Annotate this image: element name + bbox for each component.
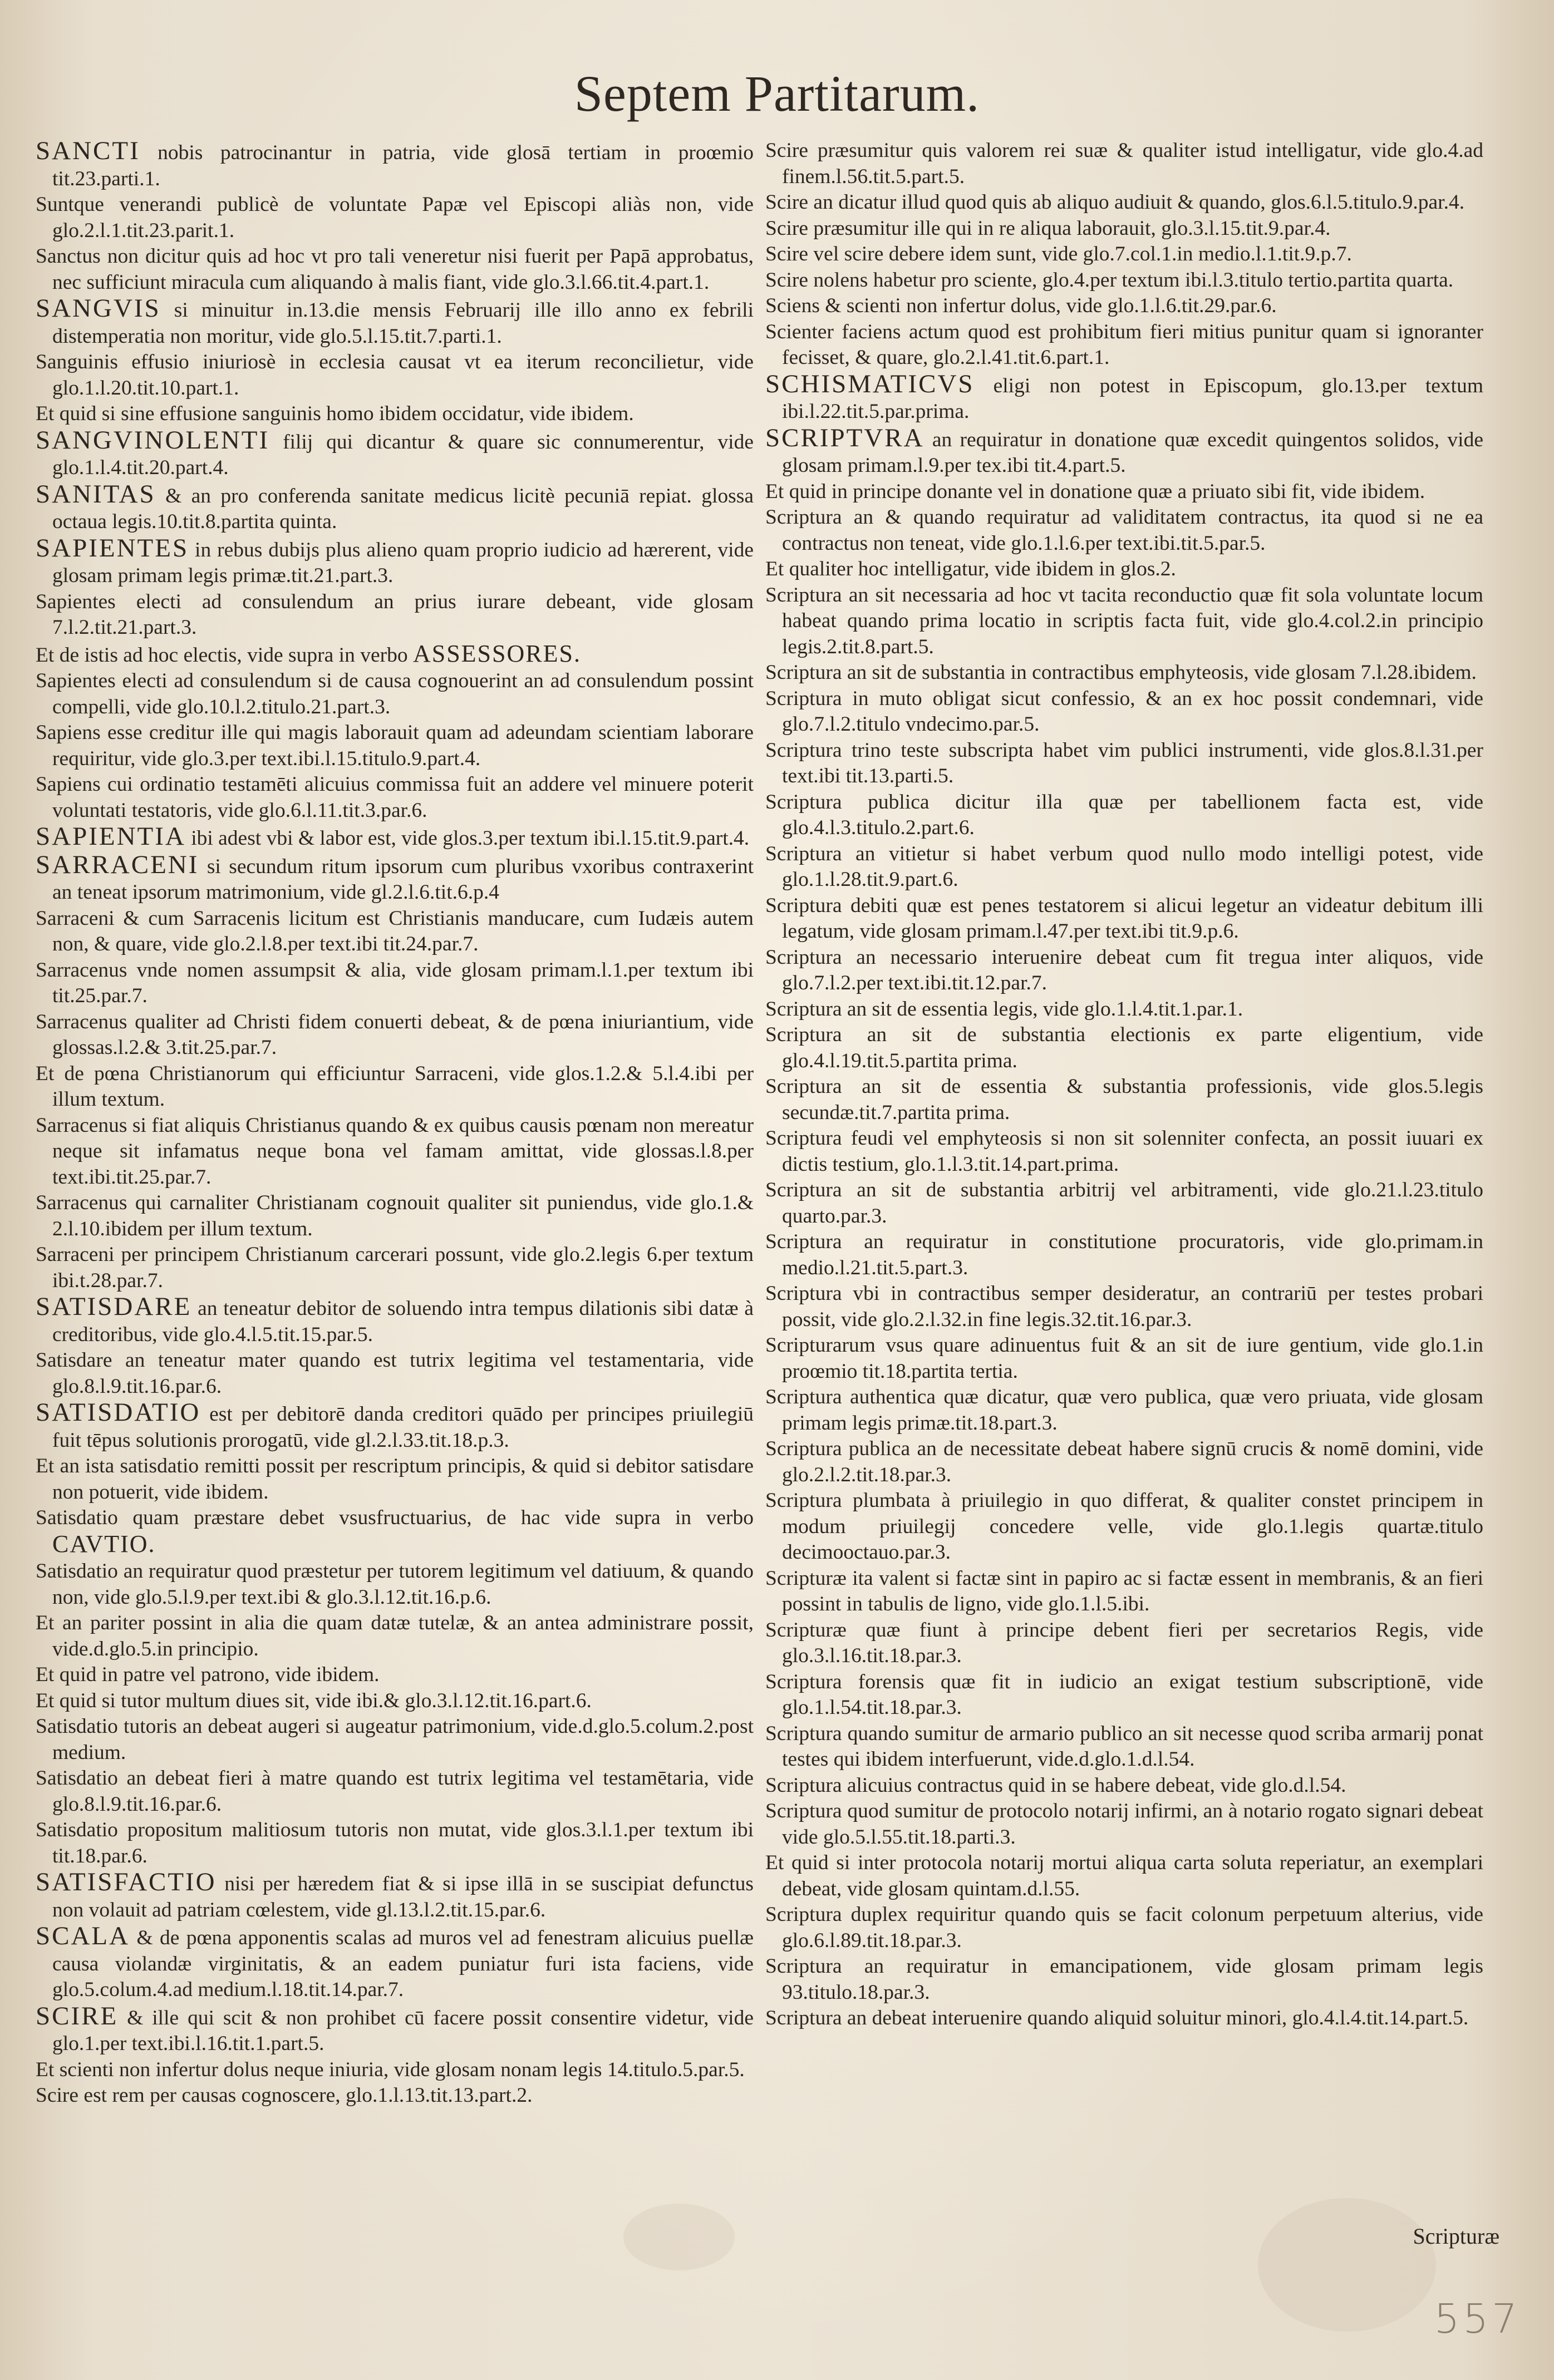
entry-text: Scriptura publica an de necessitate debeat habere signū crucis & nomē domini, vide glo.2.l.2.tit.18.par.3. — [765, 1437, 1483, 1486]
entry-lemma: SANGVIS — [36, 294, 161, 323]
entry-lemma: SAPIENTIA — [36, 822, 186, 851]
entry-text: Sapientes electi ad consulendum an prius iurare debeant, vide glosam 7.l.2.tit.21.part.3. — [36, 590, 754, 639]
entry-text: Sarraceni & cum Sarracenis licitum est Christianis manducare, cum Iudæis autem non, & quare, vide glo.2.l.8.per text.ibi tit.24.par.7. — [36, 906, 754, 955]
index-entry — [36, 192, 754, 244]
index-entry — [36, 1766, 754, 1817]
index-entry — [36, 1869, 754, 1923]
entry-text: Satisdatio an debeat fieri à matre quando est tutrix legitima vel testamētaria, vide glo.8.l.9.tit.16.par.6. — [36, 1767, 754, 1816]
entry-text: Sarraceni per principem Christianum carcerari possunt, vide glo.2.legis 6.per textum ibi.t.28.par.7. — [36, 1243, 754, 1292]
index-entry — [36, 958, 754, 1009]
entry-cross-reference: ASSESSORES. — [412, 639, 581, 667]
entry-text: Scriptura an sit de substantia electionis ex parte eligentium, vide glo.4.l.19.tit.5.partita prima. — [765, 1023, 1483, 1072]
index-entry — [765, 1333, 1483, 1384]
entry-text: est per debitorē danda creditori quādo per principes priuilegiū fuit tēpus solutionis prorogatū, vide gl.2.l.33.tit.18.p.3. — [52, 1403, 754, 1452]
index-entry — [765, 556, 1483, 583]
entry-text: an requiratur in donatione quæ excedit quingentos solidos, vide glosam primam.l.9.per tex.ibi tit.4.part.5. — [782, 428, 1483, 477]
entry-text: Sapiens esse creditur ille qui magis laborauit quam ad adeundam scientiam laborare requiritur, vide glo.3.per text.ibi.l.15.titulo.9.part.4. — [36, 721, 754, 770]
index-entry — [36, 1453, 754, 1505]
index-entry — [36, 1662, 754, 1688]
index-entry — [36, 2003, 754, 2057]
entry-text: Scripturæ quæ fiunt à principe debent fieri per secretarios Regis, vide glo.3.l.16.tit.18.par.3. — [765, 1618, 1483, 1667]
index-entry — [765, 841, 1483, 893]
entry-lemma: SATISDATIO — [36, 1398, 201, 1427]
index-entry — [36, 2057, 754, 2083]
entry-text: Scriptura an & quando requiratur ad validitatem contractus, ita quod si ne ea contractus non teneat, vide glo.1.l.6.per text.ibi.tit.5.par.5. — [765, 506, 1483, 555]
entry-text: Scriptura forensis quæ fit in iudicio an exigat testium subscriptionē, vide glo.1.l.54.tit.18.par.3. — [765, 1670, 1483, 1719]
entry-text: Et de pœna Christianorum qui efficiuntur Sarraceni, vide glos.1.2.& 5.l.4.ibi per illum textum. — [36, 1062, 754, 1111]
entry-text: Scriptura quando sumitur de armario publico an sit necesse quod scriba armarij ponat testes qui ibidem interfuerunt, vide.d.glo.1.d.l.54. — [765, 1722, 1483, 1771]
index-entry — [765, 190, 1483, 216]
entry-text: Scriptura feudi vel emphyteosis si non sit solenniter confecta, an possit iuuari ex dictis testium, glo.1.l.3.tit.14.part.prima. — [765, 1127, 1483, 1176]
index-entry — [765, 242, 1483, 268]
index-entry — [765, 268, 1483, 294]
entry-text: Scriptura debiti quæ est penes testatorem si alicui legetur an videatur debitum illi legatum, vide glosam primam.l.47.per text.ibi tit.9.p.6. — [765, 894, 1483, 943]
entry-text: Satisdatio propositum malitiosum tutoris non mutat, vide glos.3.l.1.per textum ibi tit.18.par.6. — [36, 1819, 754, 1867]
index-entry — [36, 772, 754, 824]
catchword: Scripturæ — [1413, 2224, 1499, 2249]
entry-text: in rebus dubijs plus alieno quam proprio iudicio ad hærerent, vide glosam primam legis primæ.tit.21.part.3. — [52, 538, 754, 587]
index-entry — [765, 1229, 1483, 1281]
index-entry — [765, 371, 1483, 425]
index-entry — [36, 138, 754, 192]
entry-text: Satisdare an teneatur mater quando est tutrix legitima vel testamentaria, vide glo.8.l.9.tit.16.par.6. — [36, 1349, 754, 1398]
index-entry — [36, 1113, 754, 1191]
entry-text: Et an pariter possint in alia die quam datæ tutelæ, & an antea administrare possit, vide.d.glo.5.in principio. — [36, 1612, 754, 1660]
entry-text: Scire præsumitur ille qui in re aliqua laborauit, glo.3.l.15.tit.9.par.4. — [765, 216, 1331, 240]
index-entry — [36, 1559, 754, 1610]
index-entry — [765, 216, 1483, 242]
index-entry — [36, 824, 754, 852]
index-entry — [36, 1714, 754, 1766]
entry-text: Scriptura an necessario interuenire debeat cum fit tregua inter aliquos, vide glo.7.l.2.per text.ibi.tit.12.par.7. — [765, 945, 1483, 994]
entry-text: Scire an dicatur illud quod quis ab aliquo audiuit & quando, glos.6.l.5.titulo.9.par.4. — [765, 191, 1465, 214]
paper-stain — [623, 2204, 735, 2270]
index-entry — [36, 244, 754, 295]
entry-text: Et de istis ad hoc electis, vide supra in verbo — [36, 643, 408, 667]
entry-text: Scripturæ ita valent si factæ sint in papiro ac si factæ essent in membranis, & an fieri possint in tabulis de ligno, vide glo.1.l.5.ibi. — [765, 1566, 1483, 1615]
entry-text: Scriptura in muto obligat sicut confessio, & an ex hoc possit condemnari, vide glo.7.l.2.titulo vndecimo.par.5. — [765, 687, 1483, 736]
index-entry — [36, 427, 754, 481]
index-entry — [765, 1436, 1483, 1488]
index-entry — [765, 1022, 1483, 1074]
index-entry — [36, 1610, 754, 1662]
entry-lemma: SAPIENTES — [36, 533, 189, 563]
index-entry — [765, 583, 1483, 661]
entry-text: Scriptura an requiratur in constitutione procuratoris, vide glo.primam.in medio.l.21.tit.5.part.3. — [765, 1230, 1483, 1279]
index-entry — [765, 1721, 1483, 1773]
page-title: Septem Partitarum. — [574, 65, 980, 122]
entry-text: & ille qui scit & non prohibet cū facere possit consentire videtur, vide glo.1.per text.ibi.l.16.tit.1.part.5. — [52, 2006, 754, 2055]
entry-text: Et an ista satisdatio remitti possit per rescriptum principis, & quid si debitor satisdare non potuerit, vide ibidem. — [36, 1455, 754, 1504]
index-entry — [765, 1566, 1483, 1618]
entry-text: eligi non potest in Episcopum, glo.13.per textum ibi.l.22.tit.5.par.prima. — [782, 374, 1483, 423]
entry-text: Scriptura an sit de essentia legis, vide glo.1.l.4.tit.1.par.1. — [765, 997, 1243, 1021]
index-entry — [36, 295, 754, 349]
entry-text: & an pro conferenda sanitate medicus licitè pecuniā repiat. glossa octaua legis.10.tit.8.partita quinta. — [52, 484, 754, 533]
entry-text: si minuitur in.13.die mensis Februarij ille illo anno ex febrili distemperatia non moritur, vide glo.5.l.15.tit.7.parti.1. — [52, 299, 754, 348]
index-entry — [36, 589, 754, 641]
index-entry — [765, 660, 1483, 686]
index-entry — [765, 1850, 1483, 1902]
entry-text: & de pœna apponentis scalas ad muros vel ad fenestram alicuius puellæ causa violandæ virginitatis, & an eadem puniatur furi ista faciens, vide glo.5.colum.4.ad medium.l.18.tit.14.par.7. — [52, 1926, 754, 2001]
index-entry — [765, 1902, 1483, 1954]
index-entry — [765, 479, 1483, 505]
index-entry — [765, 1488, 1483, 1566]
index-entry — [765, 945, 1483, 997]
index-entry — [765, 1384, 1483, 1436]
entry-text: Et quid si sine effusione sanguinis homo ibidem occidatur, vide ibidem. — [36, 402, 634, 425]
index-entry — [765, 1798, 1483, 1850]
index-entry — [36, 1348, 754, 1400]
entry-text: Scriptura an sit de essentia & substantia professionis, vide glos.5.legis secundæ.tit.7.partita prima. — [765, 1075, 1483, 1124]
index-column-left — [36, 138, 754, 2109]
index-entry — [765, 1773, 1483, 1799]
entry-text: Scienter faciens actum quod est prohibitum fieri mitius punitur quam si ignoranter fecisset, & quare, glo.2.l.41.tit.6.part.1. — [765, 320, 1483, 369]
index-entry — [765, 1954, 1483, 2005]
entry-lemma: SCRIPTVRA — [765, 423, 924, 452]
index-entry — [36, 2083, 754, 2109]
entry-text: Et quid in patre vel patrono, vide ibidem. — [36, 1663, 380, 1686]
entry-text: nisi per hæredem fiat & si ipse illā in se suscipiat defunctus non volauit ad patriam cœlestem, vide gl.13.l.2.tit.15.par.6. — [52, 1873, 754, 1921]
index-entry — [36, 641, 754, 669]
index-entry — [765, 997, 1483, 1023]
entry-text: Scriptura duplex requiritur quando quis se facit colonum perpetuum alterius, vide glo.6.l.89.tit.18.par.3. — [765, 1903, 1483, 1952]
index-entry — [36, 1505, 754, 1559]
folio-number: 557 — [1434, 2295, 1521, 2342]
entry-text: Scire nolens habetur pro sciente, glo.4.per textum ibi.l.3.titulo tertio.partita quarta. — [765, 268, 1454, 292]
entry-text: Scriptura an vitietur si habet verbum quod nullo modo intelligi potest, vide glo.1.l.28.tit.9.part.6. — [765, 842, 1483, 891]
entry-text: Satisdatio tutoris an debeat augeri si augeatur patrimonium, vide.d.glo.5.colum.2.post medium. — [36, 1715, 754, 1764]
index-entry — [765, 1669, 1483, 1721]
entry-text: Scriptura plumbata à priuilegio in quo differat, & qualiter constet principem in modum priuilegij concedere velle, vide glo.1.legis quartæ.titulo decimooctauo.par.3. — [765, 1489, 1483, 1564]
entry-text: Sarracenus qualiter ad Christi fidem conuerti debeat, & de pœna iniuriantium, vide glossas.l.2.& 3.tit.25.par.7. — [36, 1010, 754, 1059]
index-entry — [765, 738, 1483, 790]
index-entry — [36, 1688, 754, 1714]
index-entry — [36, 1242, 754, 1294]
index-entry — [765, 1177, 1483, 1229]
entry-text: Sanctus non dicitur quis ad hoc vt pro tali veneretur nisi fuerit per Papā approbatus, nec sufficiunt miracula cum aliquando à malis fiant, vide glo.3.l.66.tit.4.part.1. — [36, 245, 754, 294]
entry-text: Et quid si inter protocola notarij mortui aliqua carta soluta reperiatur, an exemplari debeat, vide glosam quintam.d.l.55. — [765, 1851, 1483, 1900]
entry-text: Scriptura alicuius contractus quid in se habere debeat, vide glo.d.l.54. — [765, 1773, 1346, 1797]
index-entry — [765, 425, 1483, 479]
entry-lemma: SCALA — [36, 1921, 130, 1950]
index-entry — [765, 1281, 1483, 1333]
index-entry — [36, 401, 754, 427]
index-entry — [36, 668, 754, 720]
entry-text: an teneatur debitor de soluendo intra tempus dilationis sibi datæ à creditoribus, vide glo.4.l.5.tit.15.par.5. — [52, 1297, 754, 1346]
index-entry — [36, 481, 754, 535]
entry-text: Sapientes electi ad consulendum si de causa cognouerint an ad consulendum possint compelli, vide glo.10.l.2.titulo.21.part.3. — [36, 669, 754, 718]
entry-text: Scriptura an debeat interuenire quando aliquid soluitur minori, glo.4.l.4.tit.14.part.5. — [765, 2007, 1469, 2029]
entry-text: Scriptura quod sumitur de protocolo notarij infirmi, an à notario rogato signari debeat vide glo.5.l.55.tit.18.parti.3. — [765, 1800, 1483, 1849]
entry-text: Scripturarum vsus quare adinuentus fuit & an sit de iure gentium, vide glo.1.in proœmio tit.18.partita tertia. — [765, 1334, 1483, 1383]
index-entry — [765, 138, 1483, 190]
entry-text: Sapiens cui ordinatio testamēti alicuius commissa fuit an addere vel minuere poterit voluntati testatoris, vide glo.6.l.11.tit.3.par.6. — [36, 773, 754, 822]
entry-text: Sarracenus qui carnaliter Christianam cognouit qualiter sit puniendus, vide glo.1.& 2.l.10.ibidem per illum textum. — [36, 1191, 754, 1240]
entry-text: ibi adest vbi & labor est, vide glos.3.per textum ibi.l.15.tit.9.part.4. — [185, 827, 750, 850]
entry-text: Sanguinis effusio iniuriosè in ecclesia causat vt ea iterum reconcilietur, vide glo.1.l.20.tit.10.part.1. — [36, 351, 754, 400]
entry-lemma: SANCTI — [36, 136, 140, 165]
entry-text: nobis patrocinantur in patria, vide glosā tertiam in proœmio tit.23.parti.1. — [52, 141, 754, 190]
entry-text: Suntque venerandi publicè de voluntate Papæ vel Episcopi aliàs non, vide glo.2.l.1.tit.23.parit.1. — [36, 193, 754, 242]
index-entry — [36, 349, 754, 401]
entry-lemma: SATISDARE — [36, 1292, 192, 1321]
entry-text: Scire præsumitur quis valorem rei suæ & qualiter istud intelligatur, vide glo.4.ad finem.l.56.tit.5.part.5. — [765, 139, 1483, 188]
entry-text: filij qui dicantur & quare sic connumerentur, vide glo.1.l.4.tit.20.part.4. — [52, 430, 754, 479]
entry-lemma: SCIRE — [36, 2001, 119, 2031]
entry-text: Satisdatio an requiratur quod præstetur per tutorem legitimum vel datiuum, & quando non, vide glo.5.l.9.per text.ibi & glo.3.l.12.tit.16.p.6. — [36, 1560, 754, 1609]
index-entry — [36, 1190, 754, 1242]
index-entry — [36, 535, 754, 589]
entry-text: si secundum ritum ipsorum cum pluribus vxoribus contraxerint an teneat ipsorum matrimonium, vide gl.2.l.6.tit.6.p.4 — [52, 855, 754, 904]
entry-lemma: SCHISMATICVS — [765, 369, 975, 398]
entry-lemma: SANITAS — [36, 479, 156, 509]
entry-text: Scriptura publica dicitur illa quæ per tabellionem facta est, vide glo.4.l.3.titulo.2.part.6. — [765, 790, 1483, 839]
index-entry — [36, 720, 754, 772]
entry-text: Scriptura an requiratur in emancipationem, vide glosam primam legis 93.titulo.18.par.3. — [765, 1955, 1483, 2004]
entry-cross-reference: CAVTIO. — [52, 1530, 156, 1558]
entry-text: Scriptura an sit necessaria ad hoc vt tacita reconductio quæ fit sola voluntate locum habeat quando prima locatio in scriptis facta fuit, vide glo.4.col.2.in principio legis.2.tit.8.part.5. — [765, 583, 1483, 658]
entry-text: Scire est rem per causas cognoscere, glo.1.l.13.tit.13.part.2. — [36, 2084, 533, 2107]
index-entry — [765, 893, 1483, 945]
index-entry — [36, 1061, 754, 1113]
index-entry — [36, 1294, 754, 1348]
entry-text: Et quid in principe donante vel in donatione quæ a priuato sibi fit, vide ibidem. — [765, 480, 1425, 503]
index-entry — [36, 906, 754, 958]
index-entry — [765, 319, 1483, 371]
index-entry — [765, 505, 1483, 556]
entry-text: Scriptura an sit de substantia arbitrij vel arbitramenti, vide glo.21.l.23.titulo quarto.par.3. — [765, 1179, 1483, 1228]
entry-text: Et qualiter hoc intelligatur, vide ibidem in glos.2. — [765, 558, 1176, 580]
entry-text: Scriptura an sit de substantia in contractibus emphyteosis, vide glosam 7.l.28.ibidem. — [765, 661, 1477, 684]
entry-text: Sarracenus vnde nomen assumpsit & alia, vide glosam primam.l.1.per textum ibi tit.25.par.7. — [36, 958, 754, 1007]
index-entry — [765, 2005, 1483, 2032]
index-entry — [765, 1618, 1483, 1669]
index-entry — [36, 1923, 754, 2003]
index-entry — [36, 1817, 754, 1869]
entry-text: Et quid si tutor multum diues sit, vide ibi.& glo.3.l.12.tit.16.part.6. — [36, 1689, 592, 1712]
index-entry — [36, 1009, 754, 1061]
index-entry — [36, 852, 754, 906]
entry-lemma: SATISFACTIO — [36, 1867, 217, 1896]
entry-text: Scriptura authentica quæ dicatur, quæ vero publica, quæ vero priuata, vide glosam primam legis primæ.tit.18.part.3. — [765, 1386, 1483, 1435]
index-entry — [765, 1126, 1483, 1177]
index-entry — [765, 293, 1483, 319]
index-entry — [765, 1074, 1483, 1126]
entry-lemma: SARRACENI — [36, 850, 199, 879]
entry-text: Scire vel scire debere idem sunt, vide glo.7.col.1.in medio.l.1.tit.9.p.7. — [765, 243, 1352, 265]
entry-text: Scriptura vbi in contractibus semper desideratur, an contrariū per testes probari possit, vide glo.2.l.32.in fine legis.32.tit.16.par.3. — [765, 1282, 1483, 1331]
index-column-right — [765, 138, 1483, 2032]
index-entry — [765, 790, 1483, 841]
paper-stain — [1258, 2198, 1436, 2332]
entry-lemma: SANGVINOLENTI — [36, 425, 270, 455]
entry-text: Scriptura trino teste subscripta habet vim publici instrumenti, vide glos.8.l.31.per text.ibi tit.13.parti.5. — [765, 738, 1483, 787]
entry-text: Sciens & scienti non infertur dolus, vide glo.1.l.6.tit.29.par.6. — [765, 294, 1277, 317]
entry-text: Sarracenus si fiat aliquis Christianus quando & ex quibus causis pœnam non mereatur neque sit infamatus neque bona vel famam amittat, vide glossas.l.8.per text.ibi.tit.25.par.7. — [36, 1113, 754, 1189]
index-entry — [765, 686, 1483, 738]
index-entry — [36, 1400, 754, 1453]
entry-text: Satisdatio quam præstare debet vsusfructuarius, de hac vide supra in verbo — [36, 1506, 754, 1529]
entry-text: Et scienti non infertur dolus neque iniuria, vide glosam nonam legis 14.titulo.5.par.5. — [36, 2058, 745, 2081]
